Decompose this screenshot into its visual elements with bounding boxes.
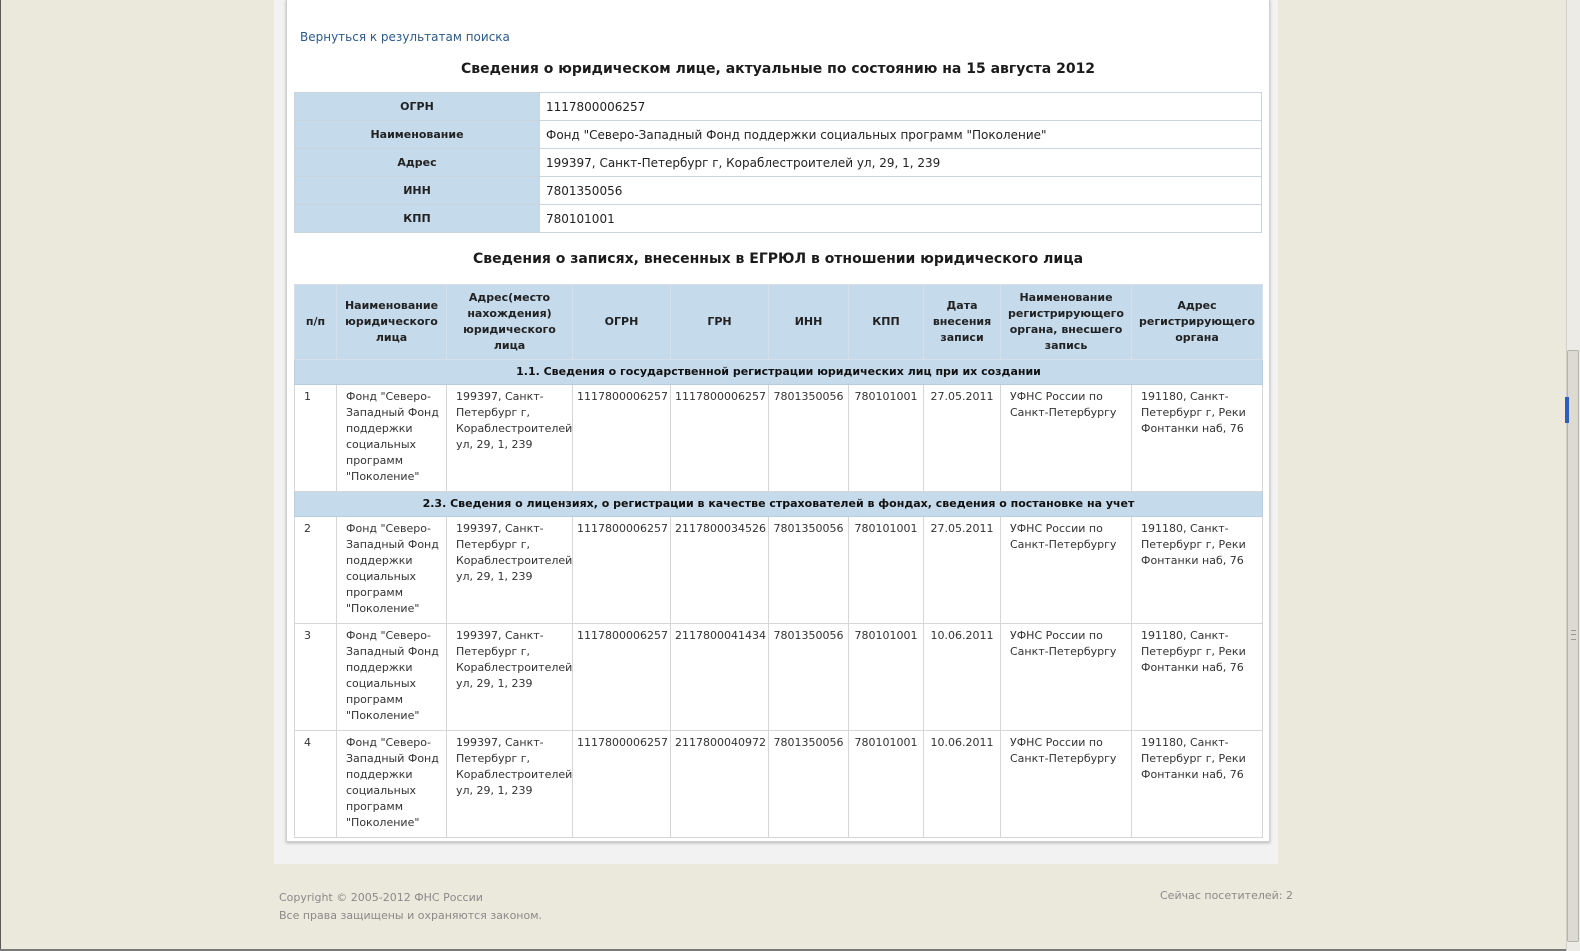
summary-value: 199397, Санкт-Петербург г, Кораблестроителей ул, 29, 1, 239 bbox=[540, 149, 1262, 177]
cell-grn: 2117800034526 bbox=[671, 517, 769, 624]
column-header: Адрес регистрирующего органа bbox=[1132, 285, 1263, 360]
summary-value: Фонд "Северо-Западный Фонд поддержки социальных программ "Поколение" bbox=[540, 121, 1262, 149]
column-header: п/п bbox=[295, 285, 337, 360]
back-to-results-link[interactable]: Вернуться к результатам поиска bbox=[300, 30, 510, 44]
cell-authority-address: 191180, Санкт-Петербург г, Реки Фонтанки наб, 76 bbox=[1132, 731, 1263, 838]
column-header: Наименование регистрирующего органа, внесшего запись bbox=[1001, 285, 1132, 360]
column-header: ОГРН bbox=[573, 285, 671, 360]
cell-inn: 7801350056 bbox=[769, 731, 849, 838]
summary-row-kpp bbox=[295, 205, 1262, 233]
column-header: Наименование юридического лица bbox=[337, 285, 447, 360]
summary-key: ОГРН bbox=[295, 93, 540, 121]
cell-grn: 2117800041434 bbox=[671, 624, 769, 731]
cell-grn: 1117800006257 bbox=[671, 385, 769, 492]
page-title: Сведения о юридическом лице, актуальные по состоянию на 15 августа 2012 bbox=[460, 61, 1096, 77]
summary-key: КПП bbox=[295, 205, 540, 233]
cell-authority: УФНС России по Санкт-Петербургу bbox=[1001, 517, 1132, 624]
summary-key: Адрес bbox=[295, 149, 540, 177]
cell-ogrn: 1117800006257 bbox=[573, 731, 671, 838]
table-row bbox=[295, 385, 1263, 492]
cell-kpp: 780101001 bbox=[849, 624, 924, 731]
egrul-records-table bbox=[294, 284, 1263, 838]
cell-date: 27.05.2011 bbox=[924, 517, 1001, 624]
cell-authority: УФНС России по Санкт-Петербургу bbox=[1001, 624, 1132, 731]
cell-date: 10.06.2011 bbox=[924, 731, 1001, 838]
column-header: ГРН bbox=[671, 285, 769, 360]
section-label: 2.3. Сведения о лицензиях, о регистрации в качестве страхователей в фондах, сведения о постановке на учет bbox=[295, 492, 1263, 517]
cell-address: 199397, Санкт-Петербург г, Кораблестроителей ул, 29, 1, 239 bbox=[447, 624, 573, 731]
table-row bbox=[295, 624, 1263, 731]
cell-name: Фонд "Северо-Западный Фонд поддержки социальных программ "Поколение" bbox=[337, 517, 447, 624]
column-header: КПП bbox=[849, 285, 924, 360]
cell-inn: 7801350056 bbox=[769, 385, 849, 492]
cell-inn: 7801350056 bbox=[769, 624, 849, 731]
summary-value: 1117800006257 bbox=[540, 93, 1262, 121]
scroll-position-marker bbox=[1565, 397, 1569, 423]
column-header: Дата внесения записи bbox=[924, 285, 1001, 360]
cell-authority-address: 191180, Санкт-Петербург г, Реки Фонтанки наб, 76 bbox=[1132, 385, 1263, 492]
cell-date: 10.06.2011 bbox=[924, 624, 1001, 731]
window-frame-left bbox=[0, 0, 1, 951]
cell-name: Фонд "Северо-Западный Фонд поддержки социальных программ "Поколение" bbox=[337, 385, 447, 492]
summary-row-inn bbox=[295, 177, 1262, 205]
records-title: Сведения о записях, внесенных в ЕГРЮЛ в отношении юридического лица bbox=[472, 251, 1084, 267]
visitor-counter: Сейчас посетителей: 2 bbox=[1160, 889, 1293, 902]
cell-ogrn: 1117800006257 bbox=[573, 517, 671, 624]
cell-authority-address: 191180, Санкт-Петербург г, Реки Фонтанки наб, 76 bbox=[1132, 517, 1263, 624]
summary-key: ИНН bbox=[295, 177, 540, 205]
copyright-text: Copyright © 2005-2012 ФНС России bbox=[279, 891, 483, 904]
cell-num: 4 bbox=[295, 731, 337, 838]
rights-text: Все права защищены и охраняются законом. bbox=[279, 909, 543, 922]
summary-value: 7801350056 bbox=[540, 177, 1262, 205]
cell-name: Фонд "Северо-Западный Фонд поддержки социальных программ "Поколение" bbox=[337, 624, 447, 731]
cell-num: 2 bbox=[295, 517, 337, 624]
column-header: Адрес(место нахождения) юридического лица bbox=[447, 285, 573, 360]
cell-num: 3 bbox=[295, 624, 337, 731]
cell-kpp: 780101001 bbox=[849, 731, 924, 838]
summary-value: 780101001 bbox=[540, 205, 1262, 233]
cell-kpp: 780101001 bbox=[849, 517, 924, 624]
summary-row-ogrn bbox=[295, 93, 1262, 121]
summary-row-name bbox=[295, 121, 1262, 149]
scrollbar-thumb[interactable] bbox=[1567, 350, 1579, 942]
cell-ogrn: 1117800006257 bbox=[573, 385, 671, 492]
table-header-row bbox=[295, 285, 1263, 360]
footer-copyright bbox=[279, 889, 542, 925]
section-row bbox=[295, 360, 1263, 385]
cell-ogrn: 1117800006257 bbox=[573, 624, 671, 731]
cell-name: Фонд "Северо-Западный Фонд поддержки социальных программ "Поколение" bbox=[337, 731, 447, 838]
cell-address: 199397, Санкт-Петербург г, Кораблестроителей ул, 29, 1, 239 bbox=[447, 517, 573, 624]
cell-authority-address: 191180, Санкт-Петербург г, Реки Фонтанки наб, 76 bbox=[1132, 624, 1263, 731]
table-row bbox=[295, 731, 1263, 838]
table-row bbox=[295, 517, 1263, 624]
cell-grn: 2117800040972 bbox=[671, 731, 769, 838]
cell-kpp: 780101001 bbox=[849, 385, 924, 492]
cell-num: 1 bbox=[295, 385, 337, 492]
cell-authority: УФНС России по Санкт-Петербургу bbox=[1001, 731, 1132, 838]
section-row bbox=[295, 492, 1263, 517]
entity-summary-table bbox=[294, 92, 1262, 233]
summary-row-address bbox=[295, 149, 1262, 177]
column-header: ИНН bbox=[769, 285, 849, 360]
summary-key: Наименование bbox=[295, 121, 540, 149]
cell-address: 199397, Санкт-Петербург г, Кораблестроителей ул, 29, 1, 239 bbox=[447, 385, 573, 492]
section-label: 1.1. Сведения о государственной регистрации юридических лиц при их создании bbox=[295, 360, 1263, 385]
cell-date: 27.05.2011 bbox=[924, 385, 1001, 492]
cell-authority: УФНС России по Санкт-Петербургу bbox=[1001, 385, 1132, 492]
cell-inn: 7801350056 bbox=[769, 517, 849, 624]
cell-address: 199397, Санкт-Петербург г, Кораблестроителей ул, 29, 1, 239 bbox=[447, 731, 573, 838]
scrollbar-grip-icon bbox=[1571, 630, 1576, 640]
